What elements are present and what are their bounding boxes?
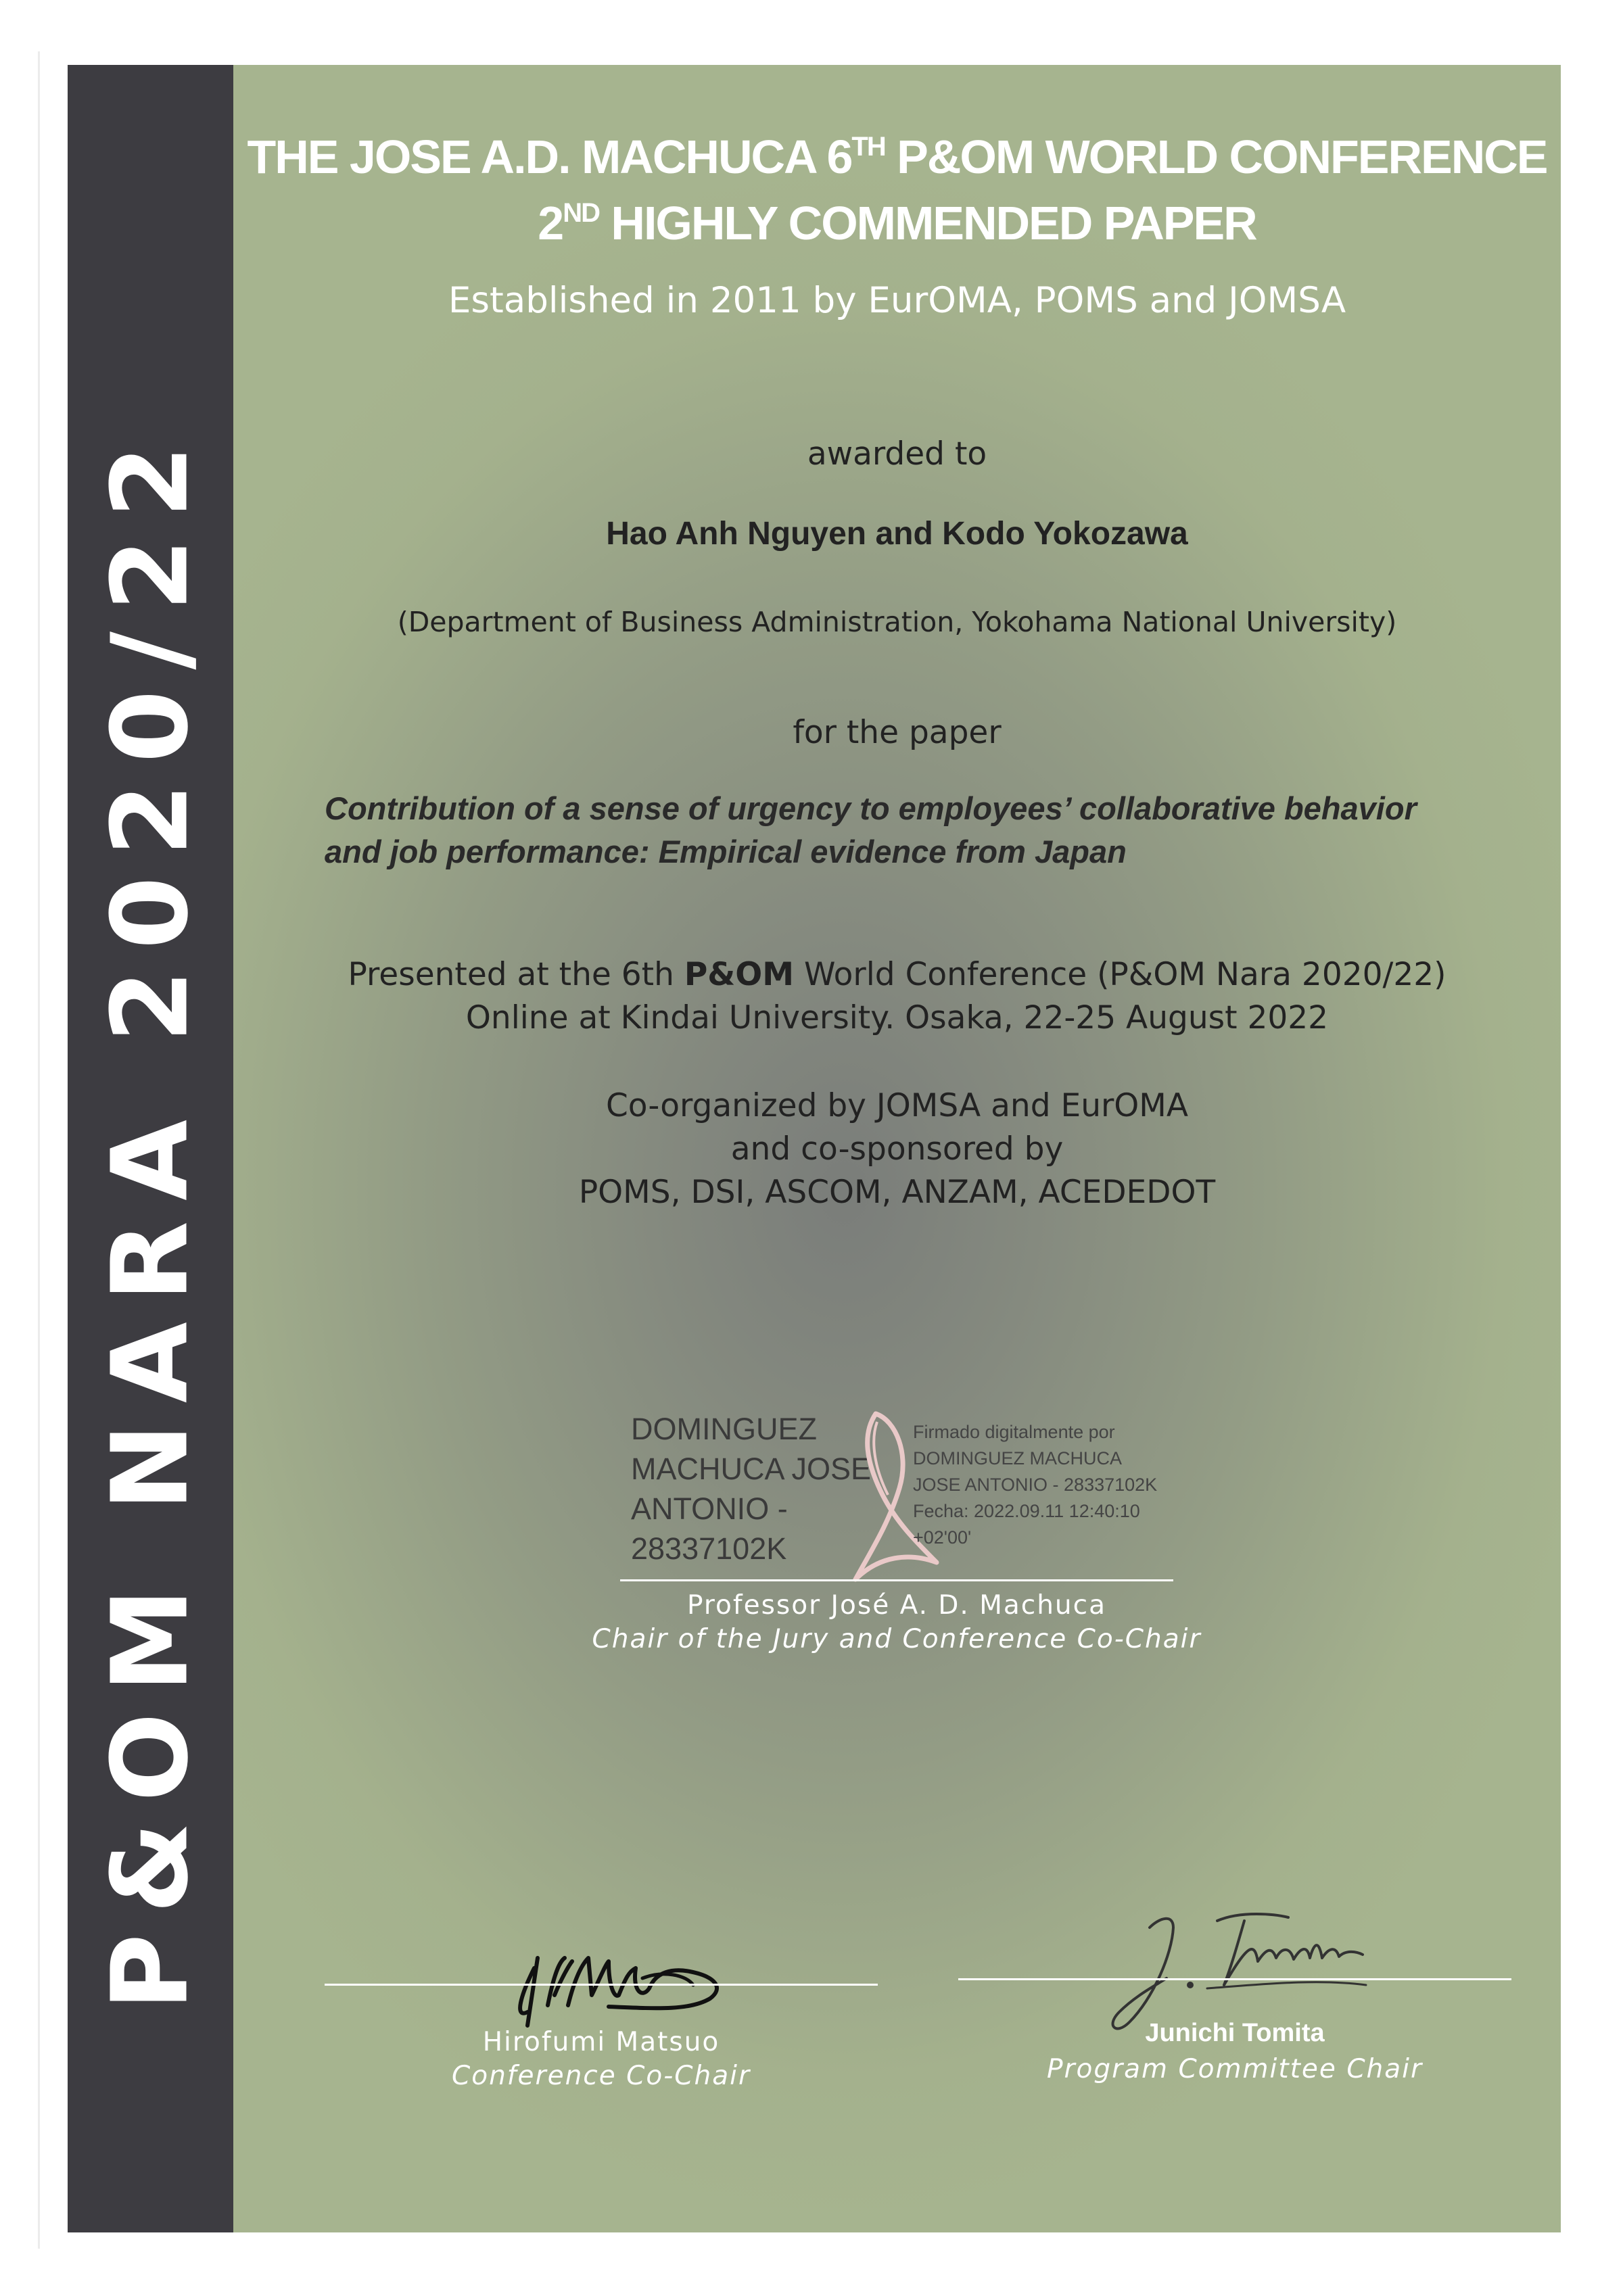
signatory-role-tomita: Program Committee Chair [1046,2054,1424,2084]
signature-rule-tomita [958,1978,1511,1980]
affiliation: (Department of Business Administration, Yokohama National University) [397,606,1397,638]
award-title-line2: 2ND HIGHLY COMMENDED PAPER [538,197,1256,249]
signatory-name-machuca: Professor José A. D. Machuca [687,1590,1106,1621]
signatory-role-machuca: Chair of the Jury and Conference Co-Chair [592,1624,1202,1654]
certificate [68,65,1561,2232]
digital-signature-signer: DOMINGUEZ MACHUCA JOSE ANTONIO - 28337102K [631,1412,872,1566]
digital-signature-info: Firmado digitalmente por DOMINGUEZ MACHUCA JOSE ANTONIO - 28337102K Fecha: 2022.09.11 12:40:10 +02'00' [913,1422,1158,1548]
certificate-content [233,65,1561,2232]
sidebar-vertical-title: P&OM NARA 2020/22 [89,425,212,2011]
signature-rule-chair [620,1579,1173,1581]
page-edge-line [38,51,40,2249]
presented-line2: Online at Kindai University. Osaka, 22-25 August 2022 [465,999,1329,1036]
awarded-to-label: awarded to [807,435,987,473]
for-the-paper-label: for the paper [793,714,1002,751]
signatory-name-tomita: Junichi Tomita [1145,2019,1325,2047]
award-title-line1: THE JOSE A.D. MACHUCA 6TH P&OM WORLD CONFERENCE [247,130,1547,183]
organizers-line1: Co-organized by JOMSA and EurOMA [605,1087,1189,1124]
organizers-line3: POMS, DSI, ASCOM, ANZAM, ACEDEDOT [578,1174,1216,1211]
signatory-role-matsuo: Conference Co-Chair [452,2061,751,2091]
recipients: Hao Anh Nguyen and Kodo Yokozawa [606,516,1188,552]
organizers-line2: and co-sponsored by [730,1130,1064,1168]
presented-line1: Presented at the 6th P&OM World Conference (P&OM Nara 2020/22) [348,956,1446,993]
sidebar-band [68,65,233,2232]
signatory-name-matsuo: Hirofumi Matsuo [482,2027,720,2057]
established-line: Established in 2011 by EurOMA, POMS and JOMSA [448,280,1346,321]
signature-rule-matsuo [325,1984,878,1986]
paper-title: Contribution of a sense of urgency to employees’ collaborative behavior and job performance: Empirical evidence from Japan [325,790,1417,869]
